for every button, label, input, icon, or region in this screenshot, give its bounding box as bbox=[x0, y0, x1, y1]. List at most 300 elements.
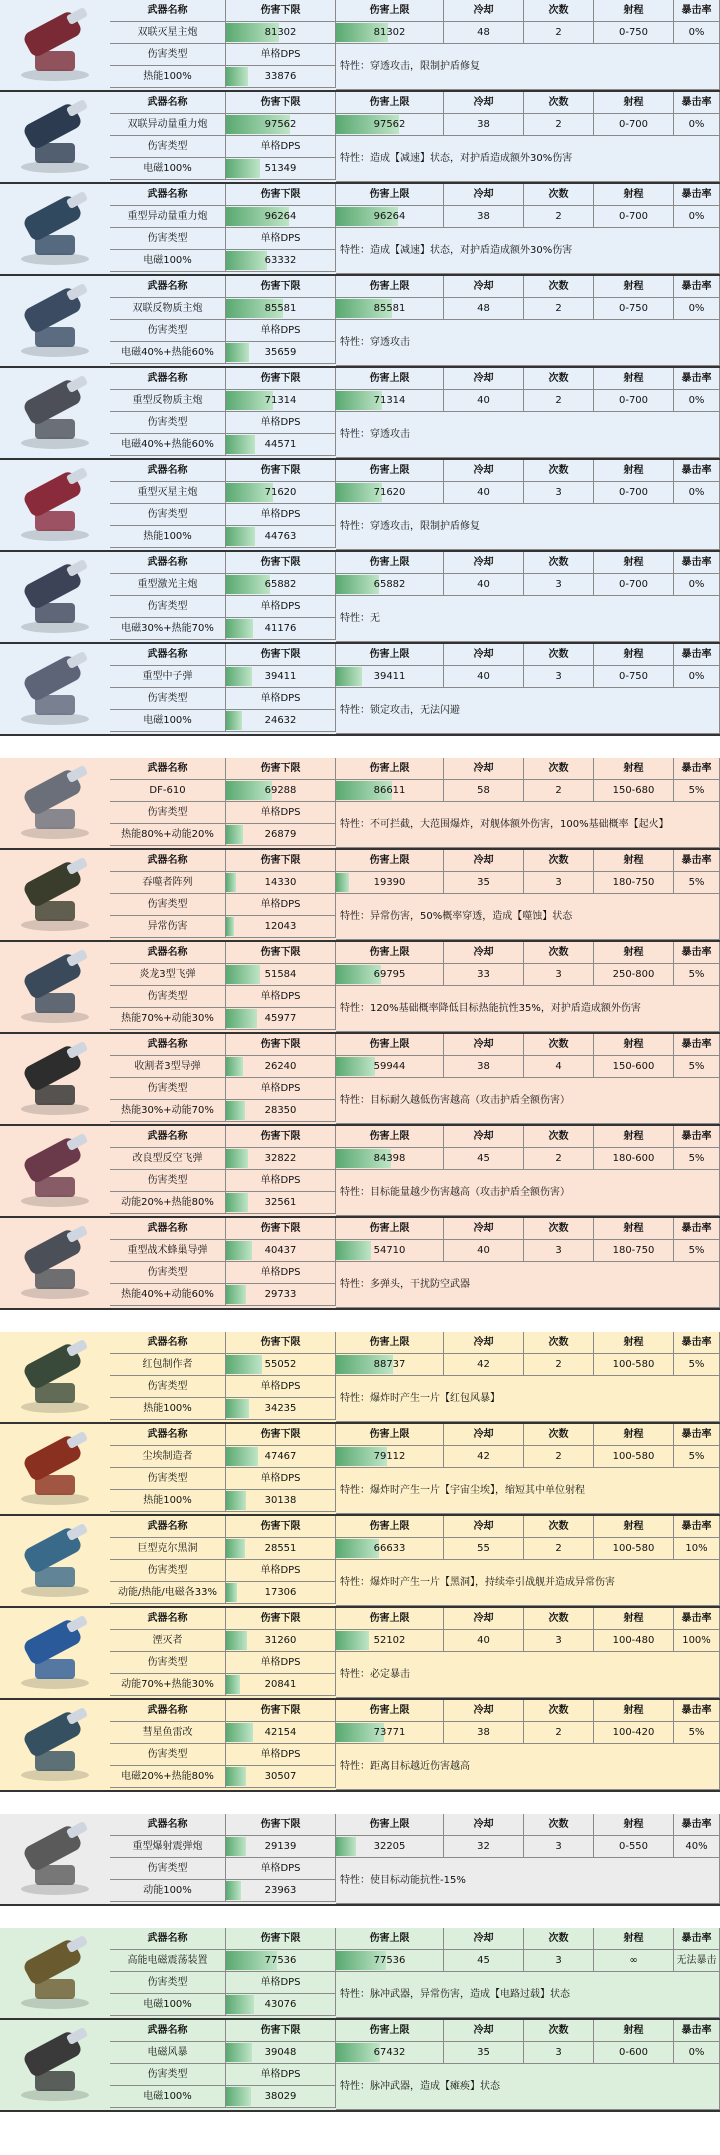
shot-count: 3 bbox=[524, 872, 594, 894]
weapon-name: 电磁风暴 bbox=[110, 2042, 226, 2064]
damage-type: 单格DPS bbox=[226, 1376, 336, 1398]
damage-min-value: 26240 bbox=[264, 1061, 297, 1072]
header-cell: 暴击率 bbox=[674, 184, 720, 206]
range: 0-700 bbox=[594, 390, 674, 412]
cooldown: 58 bbox=[444, 780, 524, 802]
header-cell: 次数 bbox=[524, 758, 594, 780]
header-cell: 武器名称 bbox=[110, 942, 226, 964]
header-cell: 次数 bbox=[524, 368, 594, 390]
damage-min-value: 97562 bbox=[264, 119, 297, 130]
crit-rate: 5% bbox=[674, 780, 720, 802]
shot-count: 2 bbox=[524, 114, 594, 136]
header-cell: 暴击率 bbox=[674, 1034, 720, 1056]
shot-count: 3 bbox=[524, 1836, 594, 1858]
range: 250-800 bbox=[594, 964, 674, 986]
dps-value-fill bbox=[226, 2087, 251, 2106]
damage-type-label: 伤害类型 bbox=[110, 1652, 226, 1674]
shot-count: 2 bbox=[524, 206, 594, 228]
weapon-stats bbox=[110, 942, 720, 1032]
damage-type: 单格DPS bbox=[226, 1262, 336, 1284]
dps-value-fill bbox=[226, 1491, 246, 1510]
cooldown: 40 bbox=[444, 574, 524, 596]
element-ratio: 热能30%+动能70% bbox=[110, 1100, 226, 1122]
dps-value-value: 30507 bbox=[264, 1771, 297, 1782]
dps-value bbox=[226, 710, 336, 732]
damage-max-value: 19390 bbox=[373, 877, 406, 888]
header-cell: 武器名称 bbox=[110, 1814, 226, 1836]
range: ∞ bbox=[594, 1950, 674, 1972]
dps-value bbox=[226, 1100, 336, 1122]
header-cell: 冷却 bbox=[444, 2020, 524, 2042]
header-cell: 冷却 bbox=[444, 644, 524, 666]
header-cell: 伤害下限 bbox=[226, 1814, 336, 1836]
damage-min bbox=[226, 574, 336, 596]
dps-value-fill bbox=[226, 1285, 246, 1304]
header-cell: 暴击率 bbox=[674, 1928, 720, 1950]
damage-min-value: 40437 bbox=[264, 1245, 297, 1256]
header-cell: 武器名称 bbox=[110, 1424, 226, 1446]
damage-type-label: 伤害类型 bbox=[110, 504, 226, 526]
cooldown: 55 bbox=[444, 1538, 524, 1560]
section-gap bbox=[0, 1310, 720, 1332]
damage-max bbox=[336, 964, 444, 986]
header-cell: 冷却 bbox=[444, 942, 524, 964]
header-cell: 暴击率 bbox=[674, 1516, 720, 1538]
damage-type: 单格DPS bbox=[226, 1078, 336, 1100]
weapon-card bbox=[0, 850, 720, 942]
shot-count: 3 bbox=[524, 1630, 594, 1652]
damage-max-fill bbox=[336, 667, 362, 686]
damage-type-label: 伤害类型 bbox=[110, 986, 226, 1008]
damage-min-value: 69288 bbox=[264, 785, 297, 796]
weapon-card bbox=[0, 942, 720, 1034]
element-ratio: 动能/热能/电磁各33% bbox=[110, 1582, 226, 1604]
cooldown: 38 bbox=[444, 206, 524, 228]
header-cell: 射程 bbox=[594, 276, 674, 298]
weapon-card bbox=[0, 368, 720, 460]
header-cell: 射程 bbox=[594, 1928, 674, 1950]
range: 0-750 bbox=[594, 666, 674, 688]
damage-max bbox=[336, 1240, 444, 1262]
header-cell: 武器名称 bbox=[110, 1332, 226, 1354]
damage-min-fill bbox=[226, 1837, 246, 1856]
element-ratio: 电磁40%+热能60% bbox=[110, 434, 226, 456]
trait: 特性：爆炸时产生一片【红包风暴】 bbox=[336, 1376, 720, 1422]
dps-value-value: 34235 bbox=[264, 1403, 297, 1414]
header-cell: 暴击率 bbox=[674, 644, 720, 666]
damage-min bbox=[226, 666, 336, 688]
header-cell: 射程 bbox=[594, 1332, 674, 1354]
range: 0-700 bbox=[594, 114, 674, 136]
cooldown: 40 bbox=[444, 390, 524, 412]
header-cell: 伤害上限 bbox=[336, 460, 444, 482]
weapon-card bbox=[0, 184, 720, 276]
range: 0-700 bbox=[594, 482, 674, 504]
header-cell: 次数 bbox=[524, 552, 594, 574]
crit-rate: 0% bbox=[674, 22, 720, 44]
cooldown: 38 bbox=[444, 1056, 524, 1078]
header-cell: 射程 bbox=[594, 0, 674, 22]
dps-value bbox=[226, 1674, 336, 1696]
element-ratio: 电磁100% bbox=[110, 1994, 226, 2016]
damage-min bbox=[226, 482, 336, 504]
crit-rate: 5% bbox=[674, 872, 720, 894]
shot-count: 2 bbox=[524, 780, 594, 802]
header-cell: 冷却 bbox=[444, 1928, 524, 1950]
header-cell: 伤害下限 bbox=[226, 92, 336, 114]
damage-min-value: 31260 bbox=[264, 1635, 297, 1646]
dps-value-value: 63332 bbox=[264, 255, 297, 266]
damage-type-label: 伤害类型 bbox=[110, 1078, 226, 1100]
damage-min-value: 32822 bbox=[264, 1153, 297, 1164]
damage-max-value: 65882 bbox=[373, 579, 406, 590]
trait: 特性：异常伤害，50%概率穿透，造成【噬蚀】状态 bbox=[336, 894, 720, 940]
header-cell: 射程 bbox=[594, 1814, 674, 1836]
element-ratio: 热能100% bbox=[110, 66, 226, 88]
crit-rate: 5% bbox=[674, 1446, 720, 1468]
weapon-card bbox=[0, 552, 720, 644]
range: 100-480 bbox=[594, 1630, 674, 1652]
trait: 特性：爆炸时产生一片【宇宙尘埃】，缩短其中单位射程 bbox=[336, 1468, 720, 1514]
element-ratio: 动能100% bbox=[110, 1880, 226, 1902]
section-gap bbox=[0, 736, 720, 758]
dps-value bbox=[226, 1398, 336, 1420]
damage-type: 单格DPS bbox=[226, 1744, 336, 1766]
range: 0-750 bbox=[594, 22, 674, 44]
crit-rate: 5% bbox=[674, 1240, 720, 1262]
dps-value-value: 17306 bbox=[264, 1587, 297, 1598]
crit-rate: 无法暴击 bbox=[674, 1950, 720, 1972]
weapon-name: 重型异动量重力炮 bbox=[110, 206, 226, 228]
weapon-stats bbox=[110, 1424, 720, 1514]
weapon-card bbox=[0, 276, 720, 368]
dps-value bbox=[226, 342, 336, 364]
damage-type-label: 伤害类型 bbox=[110, 1262, 226, 1284]
giant-black-hole-icon bbox=[0, 1516, 110, 1606]
damage-min-fill bbox=[226, 873, 236, 892]
damage-type-label: 伤害类型 bbox=[110, 136, 226, 158]
header-cell: 次数 bbox=[524, 2020, 594, 2042]
trait: 特性：必定暴击 bbox=[336, 1652, 720, 1698]
weapon-name: 重型激光主炮 bbox=[110, 574, 226, 596]
header-cell: 武器名称 bbox=[110, 644, 226, 666]
trait: 特性：脉冲武器，造成【瘫痪】状态 bbox=[336, 2064, 720, 2110]
weapon-stats bbox=[110, 1218, 720, 1308]
header-cell: 伤害下限 bbox=[226, 644, 336, 666]
damage-type: 单格DPS bbox=[226, 1170, 336, 1192]
shot-count: 2 bbox=[524, 1446, 594, 1468]
dps-value-value: 51349 bbox=[264, 163, 297, 174]
damage-max bbox=[336, 1950, 444, 1972]
element-ratio: 电磁100% bbox=[110, 710, 226, 732]
dps-value-value: 44571 bbox=[264, 439, 297, 450]
trait: 特性：距离目标越近伤害越高 bbox=[336, 1744, 720, 1790]
weapon-stats bbox=[110, 92, 720, 182]
weapon-stats bbox=[110, 460, 720, 550]
damage-min bbox=[226, 298, 336, 320]
header-cell: 射程 bbox=[594, 184, 674, 206]
damage-min-fill bbox=[226, 2043, 252, 2062]
weapon-name: 吞噬者阵列 bbox=[110, 872, 226, 894]
header-cell: 冷却 bbox=[444, 552, 524, 574]
header-cell: 冷却 bbox=[444, 1516, 524, 1538]
damage-min-fill bbox=[226, 1057, 243, 1076]
header-cell: 武器名称 bbox=[110, 552, 226, 574]
dps-value-value: 38029 bbox=[264, 2091, 297, 2102]
weapon-stats bbox=[110, 2020, 720, 2110]
header-cell: 伤害上限 bbox=[336, 184, 444, 206]
range: 150-680 bbox=[594, 780, 674, 802]
damage-type-label: 伤害类型 bbox=[110, 44, 226, 66]
header-cell: 武器名称 bbox=[110, 184, 226, 206]
dps-value-value: 32561 bbox=[264, 1197, 297, 1208]
header-cell: 暴击率 bbox=[674, 1126, 720, 1148]
crit-rate: 0% bbox=[674, 2042, 720, 2064]
cooldown: 35 bbox=[444, 872, 524, 894]
dps-value-fill bbox=[226, 1995, 254, 2014]
damage-max-value: 69795 bbox=[373, 969, 406, 980]
header-cell: 伤害下限 bbox=[226, 368, 336, 390]
damage-min-value: 29139 bbox=[264, 1841, 297, 1852]
header-cell: 武器名称 bbox=[110, 1034, 226, 1056]
damage-min bbox=[226, 1836, 336, 1858]
weapon-card bbox=[0, 1218, 720, 1310]
header-cell: 次数 bbox=[524, 1218, 594, 1240]
shot-count: 3 bbox=[524, 964, 594, 986]
header-cell: 射程 bbox=[594, 850, 674, 872]
crit-rate: 0% bbox=[674, 574, 720, 596]
section-green bbox=[0, 1928, 720, 2112]
damage-max bbox=[336, 1538, 444, 1560]
damage-min bbox=[226, 780, 336, 802]
element-ratio: 电磁100% bbox=[110, 250, 226, 272]
damage-max bbox=[336, 666, 444, 688]
damage-min bbox=[226, 1148, 336, 1170]
header-cell: 射程 bbox=[594, 368, 674, 390]
damage-max-value: 71620 bbox=[373, 487, 406, 498]
header-cell: 伤害上限 bbox=[336, 850, 444, 872]
damage-min bbox=[226, 1354, 336, 1376]
damage-max bbox=[336, 114, 444, 136]
header-cell: 伤害下限 bbox=[226, 850, 336, 872]
dps-value-fill bbox=[226, 159, 260, 178]
trait: 特性：造成【减速】状态，对护盾造成额外30%伤害 bbox=[336, 228, 720, 274]
weapon-stats bbox=[110, 1928, 720, 2018]
dps-value bbox=[226, 1008, 336, 1030]
element-ratio: 电磁30%+热能70% bbox=[110, 618, 226, 640]
damage-min bbox=[226, 1630, 336, 1652]
damage-max bbox=[336, 1630, 444, 1652]
crit-rate: 5% bbox=[674, 964, 720, 986]
damage-type-label: 伤害类型 bbox=[110, 1858, 226, 1880]
damage-min-value: 85581 bbox=[264, 303, 297, 314]
heavy-laser-cannon-icon bbox=[0, 552, 110, 642]
weapon-stats bbox=[110, 758, 720, 848]
header-cell: 射程 bbox=[594, 1218, 674, 1240]
damage-max-fill bbox=[336, 1057, 375, 1076]
twin-cannon-red-icon bbox=[0, 0, 110, 90]
weapon-stats bbox=[110, 1700, 720, 1790]
header-cell: 伤害上限 bbox=[336, 0, 444, 22]
damage-type-label: 伤害类型 bbox=[110, 2064, 226, 2086]
range: 100-580 bbox=[594, 1446, 674, 1468]
damage-type-label: 伤害类型 bbox=[110, 1560, 226, 1582]
swallower-array-icon bbox=[0, 850, 110, 940]
dps-value-value: 44763 bbox=[264, 531, 297, 542]
header-cell: 冷却 bbox=[444, 1126, 524, 1148]
crit-rate: 5% bbox=[674, 1354, 720, 1376]
header-cell: 伤害下限 bbox=[226, 1332, 336, 1354]
heavy-swarm-missile-icon bbox=[0, 1218, 110, 1308]
damage-min bbox=[226, 1446, 336, 1468]
shot-count: 2 bbox=[524, 1722, 594, 1744]
weapon-card bbox=[0, 1424, 720, 1516]
dps-value-value: 20841 bbox=[264, 1679, 297, 1690]
damage-max-value: 77536 bbox=[373, 1955, 406, 1966]
cooldown: 42 bbox=[444, 1446, 524, 1468]
header-cell: 武器名称 bbox=[110, 0, 226, 22]
range: 100-580 bbox=[594, 1538, 674, 1560]
header-cell: 伤害上限 bbox=[336, 644, 444, 666]
dps-value-value: 28350 bbox=[264, 1105, 297, 1116]
dps-value-fill bbox=[226, 1767, 246, 1786]
element-ratio: 热能70%+动能30% bbox=[110, 1008, 226, 1030]
dps-value bbox=[226, 1766, 336, 1788]
damage-min-fill bbox=[226, 575, 270, 594]
damage-max bbox=[336, 1722, 444, 1744]
damage-min-value: 55052 bbox=[264, 1359, 297, 1370]
damage-max-fill bbox=[336, 1539, 379, 1558]
element-ratio: 热能100% bbox=[110, 1398, 226, 1420]
dps-value-fill bbox=[226, 1193, 248, 1212]
damage-max bbox=[336, 22, 444, 44]
trait: 特性：锁定攻击，无法闪避 bbox=[336, 688, 720, 734]
damage-min bbox=[226, 206, 336, 228]
weapon-stats bbox=[110, 1034, 720, 1124]
dps-value-value: 12043 bbox=[264, 921, 297, 932]
damage-type: 单格DPS bbox=[226, 412, 336, 434]
dps-value-value: 41176 bbox=[264, 623, 297, 634]
dps-value-fill bbox=[226, 527, 255, 546]
crit-rate: 40% bbox=[674, 1836, 720, 1858]
range: 0-600 bbox=[594, 2042, 674, 2064]
damage-type-label: 伤害类型 bbox=[110, 1170, 226, 1192]
trait: 特性：120%基础概率降低目标热能抗性35%，对护盾造成额外伤害 bbox=[336, 986, 720, 1032]
dps-value bbox=[226, 66, 336, 88]
header-cell: 射程 bbox=[594, 1424, 674, 1446]
element-ratio: 热能100% bbox=[110, 526, 226, 548]
weapon-card bbox=[0, 1126, 720, 1218]
header-cell: 伤害上限 bbox=[336, 1034, 444, 1056]
header-cell: 武器名称 bbox=[110, 1608, 226, 1630]
damage-min-value: 28551 bbox=[264, 1543, 297, 1554]
damage-min-fill bbox=[226, 965, 260, 984]
shot-count: 3 bbox=[524, 666, 594, 688]
weapon-name: 双联异动量重力炮 bbox=[110, 114, 226, 136]
header-cell: 冷却 bbox=[444, 1700, 524, 1722]
damage-type: 单格DPS bbox=[226, 1652, 336, 1674]
header-cell: 次数 bbox=[524, 0, 594, 22]
range: 100-420 bbox=[594, 1722, 674, 1744]
weapon-name: 重型战术蜂巢导弹 bbox=[110, 1240, 226, 1262]
dps-value-fill bbox=[226, 435, 255, 454]
damage-type: 单格DPS bbox=[226, 986, 336, 1008]
damage-max-value: 66633 bbox=[373, 1543, 406, 1554]
header-cell: 射程 bbox=[594, 942, 674, 964]
header-cell: 次数 bbox=[524, 1126, 594, 1148]
cooldown: 48 bbox=[444, 298, 524, 320]
header-cell: 武器名称 bbox=[110, 1928, 226, 1950]
header-cell: 暴击率 bbox=[674, 758, 720, 780]
weapon-stats bbox=[110, 0, 720, 90]
element-ratio: 电磁100% bbox=[110, 158, 226, 180]
header-cell: 冷却 bbox=[444, 1332, 524, 1354]
damage-type-label: 伤害类型 bbox=[110, 1744, 226, 1766]
damage-min bbox=[226, 1240, 336, 1262]
damage-max bbox=[336, 1354, 444, 1376]
header-cell: 冷却 bbox=[444, 1814, 524, 1836]
weapon-name: 改良型反空飞弹 bbox=[110, 1148, 226, 1170]
header-cell: 伤害上限 bbox=[336, 1814, 444, 1836]
crit-rate: 5% bbox=[674, 1056, 720, 1078]
heavy-star-cannon-icon bbox=[0, 460, 110, 550]
shot-count: 2 bbox=[524, 298, 594, 320]
damage-type: 单格DPS bbox=[226, 688, 336, 710]
header-cell: 暴击率 bbox=[674, 1700, 720, 1722]
section-gray bbox=[0, 1814, 720, 1906]
header-cell: 射程 bbox=[594, 644, 674, 666]
dps-value-value: 26879 bbox=[264, 829, 297, 840]
trait: 特性：穿透攻击 bbox=[336, 412, 720, 458]
header-cell: 冷却 bbox=[444, 1608, 524, 1630]
shot-count: 3 bbox=[524, 1950, 594, 1972]
header-cell: 冷却 bbox=[444, 276, 524, 298]
dps-value-value: 30138 bbox=[264, 1495, 297, 1506]
damage-max bbox=[336, 482, 444, 504]
trait: 特性：脉冲武器，异常伤害，造成【电路过载】状态 bbox=[336, 1972, 720, 2018]
header-cell: 伤害上限 bbox=[336, 1424, 444, 1446]
dps-value-value: 23963 bbox=[264, 1885, 297, 1896]
cooldown: 38 bbox=[444, 1722, 524, 1744]
damage-max-fill bbox=[336, 1241, 371, 1260]
dps-value bbox=[226, 1994, 336, 2016]
header-cell: 次数 bbox=[524, 1332, 594, 1354]
weapon-stats bbox=[110, 184, 720, 274]
element-ratio: 电磁40%+热能60% bbox=[110, 342, 226, 364]
dps-value bbox=[226, 1582, 336, 1604]
header-cell: 冷却 bbox=[444, 0, 524, 22]
df610-missile-icon bbox=[0, 758, 110, 848]
em-storm-icon bbox=[0, 2020, 110, 2110]
damage-max-value: 67432 bbox=[373, 2047, 406, 2058]
element-ratio: 热能100% bbox=[110, 1490, 226, 1512]
damage-max-value: 73771 bbox=[373, 1727, 406, 1738]
weapon-card bbox=[0, 1608, 720, 1700]
header-cell: 冷却 bbox=[444, 1424, 524, 1446]
dps-value bbox=[226, 250, 336, 272]
dps-value bbox=[226, 526, 336, 548]
header-cell: 冷却 bbox=[444, 1218, 524, 1240]
high-energy-em-device-icon bbox=[0, 1928, 110, 2018]
header-cell: 伤害上限 bbox=[336, 1218, 444, 1240]
header-cell: 射程 bbox=[594, 758, 674, 780]
weapon-stats bbox=[110, 1126, 720, 1216]
header-cell: 武器名称 bbox=[110, 460, 226, 482]
damage-type-label: 伤害类型 bbox=[110, 894, 226, 916]
shot-count: 4 bbox=[524, 1056, 594, 1078]
header-cell: 武器名称 bbox=[110, 276, 226, 298]
trait: 特性：使目标动能抗性-15% bbox=[336, 1858, 720, 1904]
